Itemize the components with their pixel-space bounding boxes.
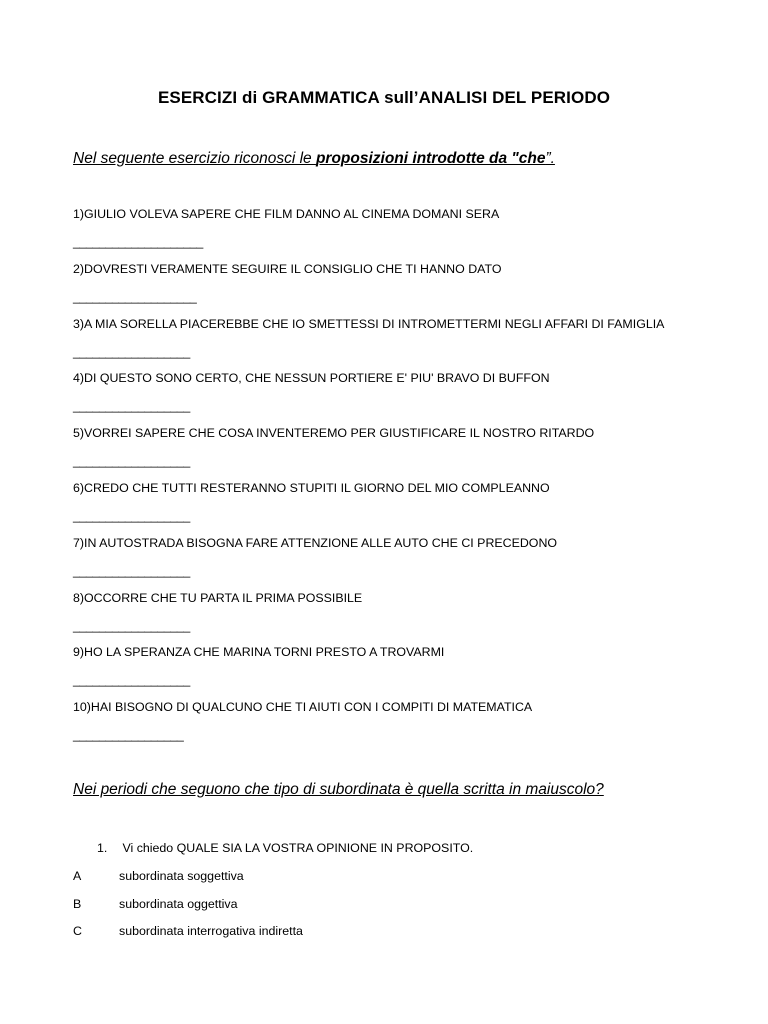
option-letter: C — [73, 924, 82, 938]
instruction-prefix: Nel seguente esercizio riconosci le — [73, 150, 316, 167]
answer-option-c — [73, 924, 733, 938]
answer-blank: ___________________ — [73, 289, 197, 304]
exercise-text: 10)HAI BISOGNO DI QUALCUNO CHE TI AIUTI CON I COMPITI DI MATEMATICA — [73, 700, 533, 715]
option-letter: A — [73, 869, 82, 883]
answer-blank: __________________ — [73, 344, 190, 359]
answer-option-b — [73, 897, 733, 911]
exercise-item — [73, 207, 664, 262]
instruction-suffix: ”. — [545, 150, 555, 167]
exercise-text: 3)A MIA SORELLA PIACEREBBE CHE IO SMETTESSI DI INTROMETTERMI NEGLI AFFARI DI FAMIGLIA — [73, 316, 665, 331]
answer-blank: _________________ — [73, 728, 184, 743]
exercise-item — [73, 591, 664, 646]
exercise-text: 9)HO LA SPERANZA CHE MARINA TORNI PRESTO A TROVARMI — [73, 645, 445, 660]
answer-blank: ____________________ — [73, 235, 203, 249]
exercise-text: 1)GIULIO VOLEVA SAPERE CHE FILM DANNO AL CINEMA DOMANI SERA — [73, 207, 500, 221]
exercise-text: 5)VORREI SAPERE CHE COSA INVENTEREMO PER GIUSTIFICARE IL NOSTRO RITARDO — [73, 426, 595, 441]
answer-blank: __________________ — [73, 454, 190, 469]
option-text: subordinata interrogativa indiretta — [119, 924, 303, 938]
answer-option-a — [73, 869, 733, 883]
exercise-item — [73, 645, 664, 700]
exercise-list — [73, 207, 664, 755]
page-title: ESERCIZI di GRAMMATICA sull’ANALISI DEL PERIODO — [157, 88, 611, 107]
answer-blank: __________________ — [73, 508, 190, 523]
exercise-text: 7)IN AUTOSTRADA BISOGNA FARE ATTENZIONE ALLE AUTO CHE CI PRECEDONO — [73, 535, 558, 550]
exercise-item — [73, 426, 664, 481]
exercise-text: 4)DI QUESTO SONO CERTO, CHE NESSUN PORTIERE E' PIU' BRAVO DI BUFFON — [73, 371, 550, 386]
exercise-text: 2)DOVRESTI VERAMENTE SEGUIRE IL CONSIGLIO CHE TI HANNO DATO — [73, 261, 502, 276]
question-line — [97, 841, 733, 855]
question-block — [73, 841, 733, 938]
exercise-item — [73, 317, 664, 372]
answer-blank: __________________ — [73, 563, 190, 578]
section2-instruction: Nei periodi che seguono che tipo di subordinata è quella scritta in maiuscolo? — [73, 781, 604, 798]
exercise-item — [73, 700, 664, 755]
question-text: Vi chiedo QUALE SIA LA VOSTRA OPINIONE IN PROPOSITO. — [122, 841, 474, 855]
exercise-item — [73, 481, 664, 536]
option-letter: B — [73, 896, 82, 911]
exercise-item — [73, 536, 664, 591]
answer-blank: __________________ — [73, 399, 190, 414]
option-text: subordinata soggettiva — [119, 869, 244, 883]
question-number: 1. — [97, 841, 108, 855]
instruction-bold: proposizioni introdotte da "che — [315, 150, 546, 167]
answer-blank: __________________ — [73, 673, 190, 688]
section1-instruction — [73, 150, 555, 168]
exercise-text: 8)OCCORRE CHE TU PARTA IL PRIMA POSSIBILE — [73, 590, 363, 605]
option-text: subordinata oggettiva — [119, 896, 238, 911]
exercise-item — [73, 371, 664, 426]
exercise-text: 6)CREDO CHE TUTTI RESTERANNO STUPITI IL GIORNO DEL MIO COMPLEANNO — [73, 480, 550, 495]
answer-blank: __________________ — [73, 618, 190, 633]
exercise-item — [73, 262, 664, 317]
